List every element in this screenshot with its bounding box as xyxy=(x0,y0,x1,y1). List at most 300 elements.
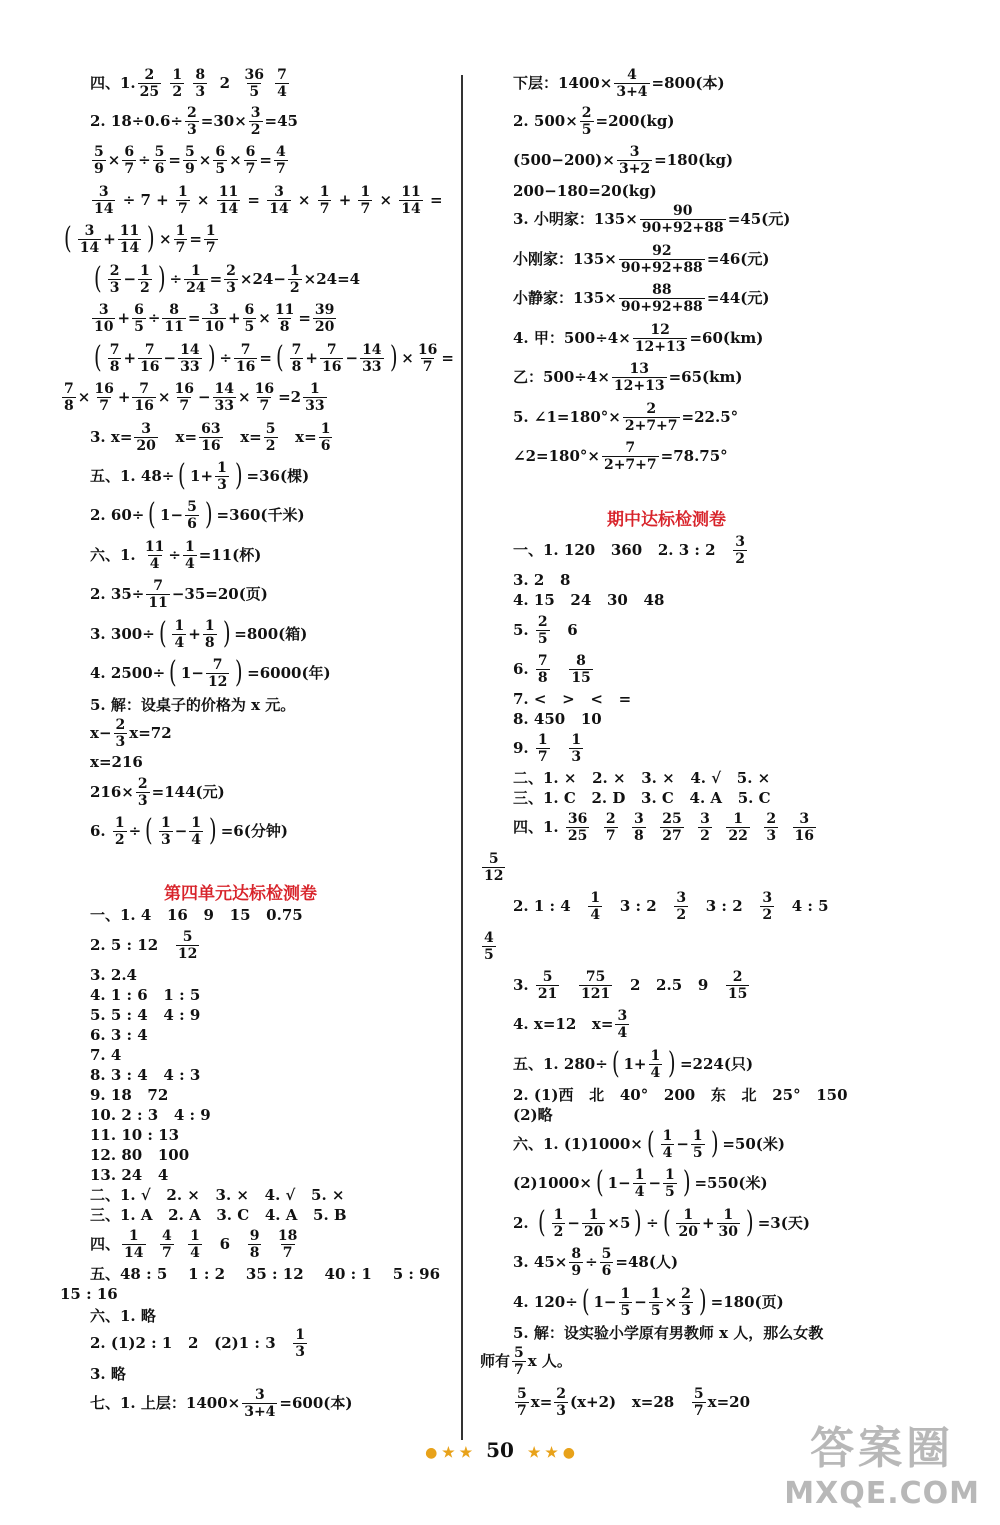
answer-text: 3. 300÷ xyxy=(90,624,155,643)
numerator: 8 xyxy=(195,66,206,83)
answer-text: 2. 5 : 12 xyxy=(90,935,174,954)
fraction xyxy=(243,302,257,335)
answer-text: ×24=4 xyxy=(303,269,361,288)
answer-text: 二、1. √ 2. × 3. × 4. √ 5. × xyxy=(90,1185,345,1204)
denominator: 9 xyxy=(94,160,104,177)
numerator: 2 xyxy=(556,1385,567,1402)
denominator: 30 xyxy=(718,1223,738,1240)
answer-line xyxy=(513,1242,678,1282)
denominator: 12+13 xyxy=(634,338,686,355)
answer-text: + xyxy=(701,1213,715,1232)
answer-text: 13. 24 4 xyxy=(90,1165,169,1184)
answer-text: 5. 解：设桌子的价格为 x 元。 xyxy=(90,695,296,714)
denominator: 7 xyxy=(175,239,186,256)
denominator: 2 xyxy=(140,279,150,296)
denominator: 16 xyxy=(201,437,221,454)
answer-text: =360(千米) xyxy=(216,505,305,524)
denominator: 4 xyxy=(590,906,601,923)
answer-text: =144(元) xyxy=(151,782,225,801)
answer-text: =44(元) xyxy=(706,288,770,307)
answer-text: 一、1. 120 360 2. 3 : 2 xyxy=(513,540,732,559)
fraction xyxy=(224,263,238,296)
numerator: 5 xyxy=(265,420,276,437)
fraction xyxy=(536,969,559,1002)
answer-text: x=72 xyxy=(129,723,172,742)
answer-text: (2)略 xyxy=(513,1105,553,1124)
fraction xyxy=(132,302,146,335)
answer-text: 1− xyxy=(160,505,184,524)
answer-line xyxy=(513,357,743,397)
answer-text: =6(分钟) xyxy=(220,821,288,840)
denominator: 2 xyxy=(700,827,710,844)
answer-text: 小静家：135× xyxy=(513,288,617,307)
numerator: 1 xyxy=(309,380,320,397)
numerator: 11 xyxy=(119,222,140,239)
answer-text: 12. 80 100 xyxy=(90,1145,190,1164)
section-title-unit4: 第四单元达标检测卷 xyxy=(164,884,317,904)
answer-text: 1+ xyxy=(623,1054,647,1073)
fraction xyxy=(582,1207,605,1240)
big-paren: ) xyxy=(746,1205,754,1240)
fraction xyxy=(203,618,217,651)
fraction xyxy=(793,811,816,844)
fraction xyxy=(293,1327,307,1360)
answer-text: 6 xyxy=(203,1234,246,1253)
fraction xyxy=(698,811,712,844)
numerator: 1 xyxy=(190,262,201,279)
denominator: 10 xyxy=(204,318,224,335)
answer-text: − xyxy=(345,348,359,367)
answer-text: 3. 45× xyxy=(513,1252,568,1271)
numerator: 8 xyxy=(169,301,179,318)
denominator: 7 xyxy=(179,397,190,414)
big-paren: ) xyxy=(682,1165,691,1200)
fraction xyxy=(118,223,141,256)
section-title-midterm: 期中达标检测卷 xyxy=(607,510,726,530)
denominator: 16 xyxy=(140,358,160,375)
denominator: 5 xyxy=(249,83,260,100)
denominator: 8 xyxy=(204,634,215,651)
answer-line xyxy=(90,298,338,338)
numerator: 16 xyxy=(254,380,275,397)
big-paren: ( xyxy=(581,1284,590,1319)
fraction xyxy=(566,811,589,844)
answer-text: 5. 解：设实验小学原有男教师 x 人，那么女教 xyxy=(513,1323,824,1342)
denominator: 9 xyxy=(571,1262,582,1279)
numerator: 5 xyxy=(488,850,499,867)
numerator: 11 xyxy=(274,301,295,318)
fraction xyxy=(633,1167,647,1200)
numerator: 36 xyxy=(244,66,264,83)
fraction xyxy=(319,421,333,454)
numerator: 2 xyxy=(537,613,548,630)
fraction xyxy=(274,144,288,177)
answer-text xyxy=(752,819,762,836)
numerator: 5 xyxy=(514,1344,524,1361)
answer-line xyxy=(480,1341,572,1381)
denominator: 8 xyxy=(279,318,290,335)
numerator: 5 xyxy=(187,498,197,515)
denominator: 90+92+88 xyxy=(620,298,703,315)
numerator: 2 xyxy=(115,716,126,733)
answer-text xyxy=(176,1236,186,1253)
answer-text: 8. 3 : 4 4 : 3 xyxy=(90,1065,201,1084)
numerator: 5 xyxy=(94,143,104,160)
big-paren: ( xyxy=(64,221,72,256)
denominator: 7 xyxy=(693,1402,704,1419)
numerator: 16 xyxy=(417,341,438,358)
answer-text: =6000(年) xyxy=(247,663,331,682)
answer-text: × xyxy=(158,229,172,248)
denominator: 11 xyxy=(148,594,168,611)
answer-line xyxy=(513,199,790,239)
denominator: 2 xyxy=(114,831,125,848)
numerator: 11 xyxy=(218,183,239,200)
numerator: 3 xyxy=(700,810,710,827)
answer-text: × xyxy=(191,190,215,209)
fraction xyxy=(554,1386,568,1419)
denominator: 14 xyxy=(94,200,114,217)
answer-text: 6. xyxy=(513,659,534,678)
fraction xyxy=(176,929,199,962)
fraction xyxy=(244,144,258,177)
denominator: 3 xyxy=(217,476,227,493)
answer-text: 2. (1)西 北 40° 200 东 北 25° 150 xyxy=(513,1085,848,1104)
denominator: 2 xyxy=(762,906,773,923)
answer-text: ×24− xyxy=(239,269,286,288)
fraction xyxy=(153,144,167,177)
big-paren: ( xyxy=(169,655,177,690)
answer-line xyxy=(513,807,818,847)
answer-text: −35=20(页) xyxy=(171,584,268,603)
denominator: 33 xyxy=(305,397,325,414)
answer-text: × xyxy=(292,190,316,209)
numerator: 3 xyxy=(762,889,773,906)
numerator: 4 xyxy=(484,929,494,946)
answer-text: 2. xyxy=(513,1213,534,1232)
denominator: 4 xyxy=(662,1144,673,1161)
answer-line xyxy=(513,101,674,141)
fraction xyxy=(536,614,550,647)
answer-text: =30× xyxy=(200,111,247,130)
fraction xyxy=(320,342,343,375)
denominator: 16 xyxy=(235,358,256,375)
fraction xyxy=(183,144,197,177)
numerator: 1 xyxy=(205,222,216,239)
fraction xyxy=(132,381,155,414)
page-number: 50 xyxy=(486,1438,514,1462)
big-paren: ( xyxy=(537,1205,546,1240)
fraction xyxy=(632,811,646,844)
answer-text: 4. 15 24 30 48 xyxy=(513,590,665,609)
answer-line xyxy=(513,886,829,926)
numerator: 1 xyxy=(571,731,582,748)
denominator: 2 xyxy=(265,437,276,454)
answer-text: =3(天) xyxy=(757,1213,810,1232)
big-paren: ( xyxy=(145,813,153,848)
numerator: 7 xyxy=(537,652,548,669)
big-paren: ) xyxy=(157,261,166,296)
answer-line xyxy=(513,1203,810,1243)
answer-text: = xyxy=(259,150,272,169)
numerator: 1 xyxy=(217,459,227,476)
fraction xyxy=(234,342,257,375)
denominator: 4 xyxy=(650,1064,661,1081)
answer-text: 二、1. × 2. × 3. × 4. √ 5. × xyxy=(513,768,771,787)
answer-text: − xyxy=(174,821,188,840)
fraction xyxy=(122,144,136,177)
answer-text: 2 2.5 9 xyxy=(614,975,724,994)
fraction xyxy=(176,184,190,217)
fraction xyxy=(92,144,106,177)
answer-text: × xyxy=(401,348,414,367)
numerator: 1 xyxy=(175,222,186,239)
numerator: 2 xyxy=(137,775,148,792)
fraction xyxy=(108,263,122,296)
numerator: 1 xyxy=(140,262,150,279)
denominator: 3 xyxy=(160,831,171,848)
watermark xyxy=(784,1412,980,1511)
fraction xyxy=(676,1207,699,1240)
answer-text: 4. 甲：500÷4× xyxy=(513,328,631,347)
big-paren: ( xyxy=(611,1046,620,1081)
fraction xyxy=(174,223,188,256)
fraction xyxy=(92,381,115,414)
big-paren: ) xyxy=(207,340,216,375)
answer-text: − xyxy=(197,387,211,406)
denominator: 3 xyxy=(115,733,126,750)
numerator: 6 xyxy=(215,143,226,160)
denominator: 7 xyxy=(517,1402,527,1419)
answer-text: 2 xyxy=(209,73,241,92)
denominator: 20 xyxy=(314,318,335,335)
denominator: 10 xyxy=(94,318,114,335)
denominator: 8 xyxy=(537,669,548,686)
numerator: 5 xyxy=(154,143,165,160)
answer-line xyxy=(513,965,751,1005)
answer-text: 5. ∠1=180°× xyxy=(513,407,621,426)
numerator: 2 xyxy=(144,66,155,83)
answer-line xyxy=(513,63,725,103)
answer-text: ÷ xyxy=(585,1252,598,1271)
answer-line xyxy=(90,140,290,180)
answer-text: x=216 xyxy=(90,752,143,771)
denominator: 8 xyxy=(109,358,120,375)
answer-text: = xyxy=(298,308,311,327)
fraction xyxy=(661,1128,675,1161)
fraction xyxy=(136,776,150,809)
numerator: 90 xyxy=(672,202,693,219)
numerator: 14 xyxy=(362,341,382,358)
denominator: 14 xyxy=(119,239,140,256)
answer-line xyxy=(60,377,329,417)
fraction xyxy=(199,421,222,454)
denominator: 2 xyxy=(289,279,300,296)
answer-line xyxy=(513,1075,848,1115)
answer-line xyxy=(513,397,738,437)
numerator: 6 xyxy=(244,301,255,318)
answer-line xyxy=(90,614,307,654)
numerator: 1 xyxy=(128,1227,139,1244)
denominator: 12 xyxy=(484,867,504,884)
fraction xyxy=(108,342,122,375)
answer-text: 4. 120÷ xyxy=(513,1292,578,1311)
answer-text: × xyxy=(77,387,91,406)
answer-text: 一、1. 4 16 9 15 0.75 xyxy=(90,905,303,924)
answer-text: =22.5° xyxy=(681,407,739,426)
fraction xyxy=(303,381,326,414)
numerator: 3 xyxy=(141,420,152,437)
numerator: 3 xyxy=(274,183,284,200)
fraction xyxy=(614,67,649,100)
answer-text xyxy=(780,819,790,836)
big-paren: ) xyxy=(698,1284,707,1319)
answer-text: 5. xyxy=(513,620,534,639)
column-divider xyxy=(461,75,463,1440)
denominator: 14 xyxy=(218,200,239,217)
fraction xyxy=(290,342,304,375)
fraction xyxy=(253,381,276,414)
numerator: 1 xyxy=(590,889,601,906)
numerator: 2 xyxy=(646,400,657,417)
answer-text: 7. 4 xyxy=(90,1045,122,1064)
numerator: 7 xyxy=(139,380,149,397)
answer-text: × xyxy=(229,150,242,169)
answer-text: 4. 2500÷ xyxy=(90,663,166,682)
denominator: 6 xyxy=(154,160,165,177)
fraction xyxy=(633,322,688,355)
answer-text: 五、1. 48÷ xyxy=(90,466,175,485)
big-paren: ) xyxy=(389,340,398,375)
numerator: 3 xyxy=(634,810,644,827)
fraction xyxy=(602,440,659,473)
numerator: 3 xyxy=(735,533,745,550)
numerator: 1 xyxy=(204,617,215,634)
fraction xyxy=(170,67,184,100)
numerator: 92 xyxy=(652,242,672,259)
denominator: 4 xyxy=(190,1244,200,1261)
denominator: 5 xyxy=(537,630,548,647)
numerator: 2 xyxy=(766,810,777,827)
answer-text: 四、1. xyxy=(513,817,564,836)
answer-text: x=20 xyxy=(707,1392,751,1411)
denominator: 3 xyxy=(766,827,777,844)
denominator: 25 xyxy=(139,83,160,100)
answer-text: 4 : 5 xyxy=(776,896,829,915)
fraction xyxy=(760,890,774,923)
numerator: 1 xyxy=(295,1326,306,1343)
fraction xyxy=(600,1246,614,1279)
denominator: 33 xyxy=(362,358,382,375)
answer-text: 1− xyxy=(593,1292,617,1311)
numerator: 39 xyxy=(314,301,335,318)
answer-text: 2. 500× xyxy=(513,111,578,130)
denominator: 4 xyxy=(184,555,195,572)
numerator: 7 xyxy=(212,656,223,673)
answer-text: = xyxy=(424,190,443,209)
denominator: 3 xyxy=(295,1343,306,1360)
numerator: 5 xyxy=(542,968,553,985)
star-decoration-icon: ● ★ ★ xyxy=(425,1445,473,1461)
answer-text: + xyxy=(117,387,131,406)
answer-text xyxy=(186,75,191,92)
numerator: 5 xyxy=(693,1385,704,1402)
big-paren: ( xyxy=(662,1205,671,1240)
answer-text: =224(只) xyxy=(679,1054,754,1073)
fraction xyxy=(113,815,127,848)
numerator: 1 xyxy=(177,183,188,200)
answer-text: =65(km) xyxy=(668,367,743,386)
answer-text: 11. 10 : 13 xyxy=(90,1125,180,1144)
denominator: 14 xyxy=(269,200,289,217)
numerator: 3 xyxy=(676,889,687,906)
answer-line xyxy=(90,456,309,496)
fraction xyxy=(172,381,195,414)
answer-text: 四、 xyxy=(90,1234,121,1253)
big-paren: ) xyxy=(668,1046,676,1081)
denominator: 14 xyxy=(401,200,421,217)
numerator: 5 xyxy=(184,143,195,160)
numerator: 3 xyxy=(98,301,109,318)
answer-line xyxy=(513,1124,785,1164)
answer-line xyxy=(480,926,498,966)
denominator: 3 xyxy=(556,1402,567,1419)
answer-line xyxy=(90,495,305,535)
big-paren: ) xyxy=(234,458,243,493)
numerator: 1 xyxy=(620,1285,631,1302)
answer-line xyxy=(480,847,507,887)
denominator: 5 xyxy=(650,1302,661,1319)
big-paren: ) xyxy=(222,616,231,651)
numerator: 16 xyxy=(94,380,114,397)
fraction xyxy=(242,1387,277,1420)
answer-text: 1+ xyxy=(190,466,214,485)
numerator: 1 xyxy=(191,814,202,831)
denominator: 3+4 xyxy=(616,83,648,100)
answer-text: = xyxy=(189,229,202,248)
numerator: 8 xyxy=(571,1245,582,1262)
answer-text: =600(本) xyxy=(279,1393,353,1412)
answer-text: 三、1. A 2. A 3. C 4. A 5. B xyxy=(90,1205,347,1224)
numerator: 9 xyxy=(249,1227,260,1244)
big-paren: ) xyxy=(204,497,213,532)
fraction xyxy=(146,578,169,611)
denominator: 3 xyxy=(226,279,236,296)
answer-text: =200(kg) xyxy=(595,111,675,130)
fraction xyxy=(288,263,302,296)
numerator: 3 xyxy=(629,143,640,160)
denominator: 7 xyxy=(245,160,256,177)
numerator: 2 xyxy=(732,968,743,985)
numerator: 1 xyxy=(588,1206,599,1223)
answer-line xyxy=(90,417,334,457)
numerator: 4 xyxy=(627,66,637,83)
answer-line xyxy=(60,219,220,259)
numerator: 7 xyxy=(109,341,120,358)
denominator: 8 xyxy=(634,827,644,844)
denominator: 2 xyxy=(676,906,687,923)
denominator: 7 xyxy=(124,160,135,177)
numerator: 3 xyxy=(617,1007,628,1024)
fraction xyxy=(579,969,612,1002)
answer-text: =78.75° xyxy=(660,446,728,465)
denominator: 5 xyxy=(244,318,255,335)
answer-text: ÷ xyxy=(219,348,232,367)
answer-text: 2. 18÷0.6÷ xyxy=(90,111,183,130)
numerator: 1 xyxy=(723,1206,734,1223)
answer-text: − xyxy=(567,1213,580,1232)
answer-line xyxy=(90,574,268,614)
